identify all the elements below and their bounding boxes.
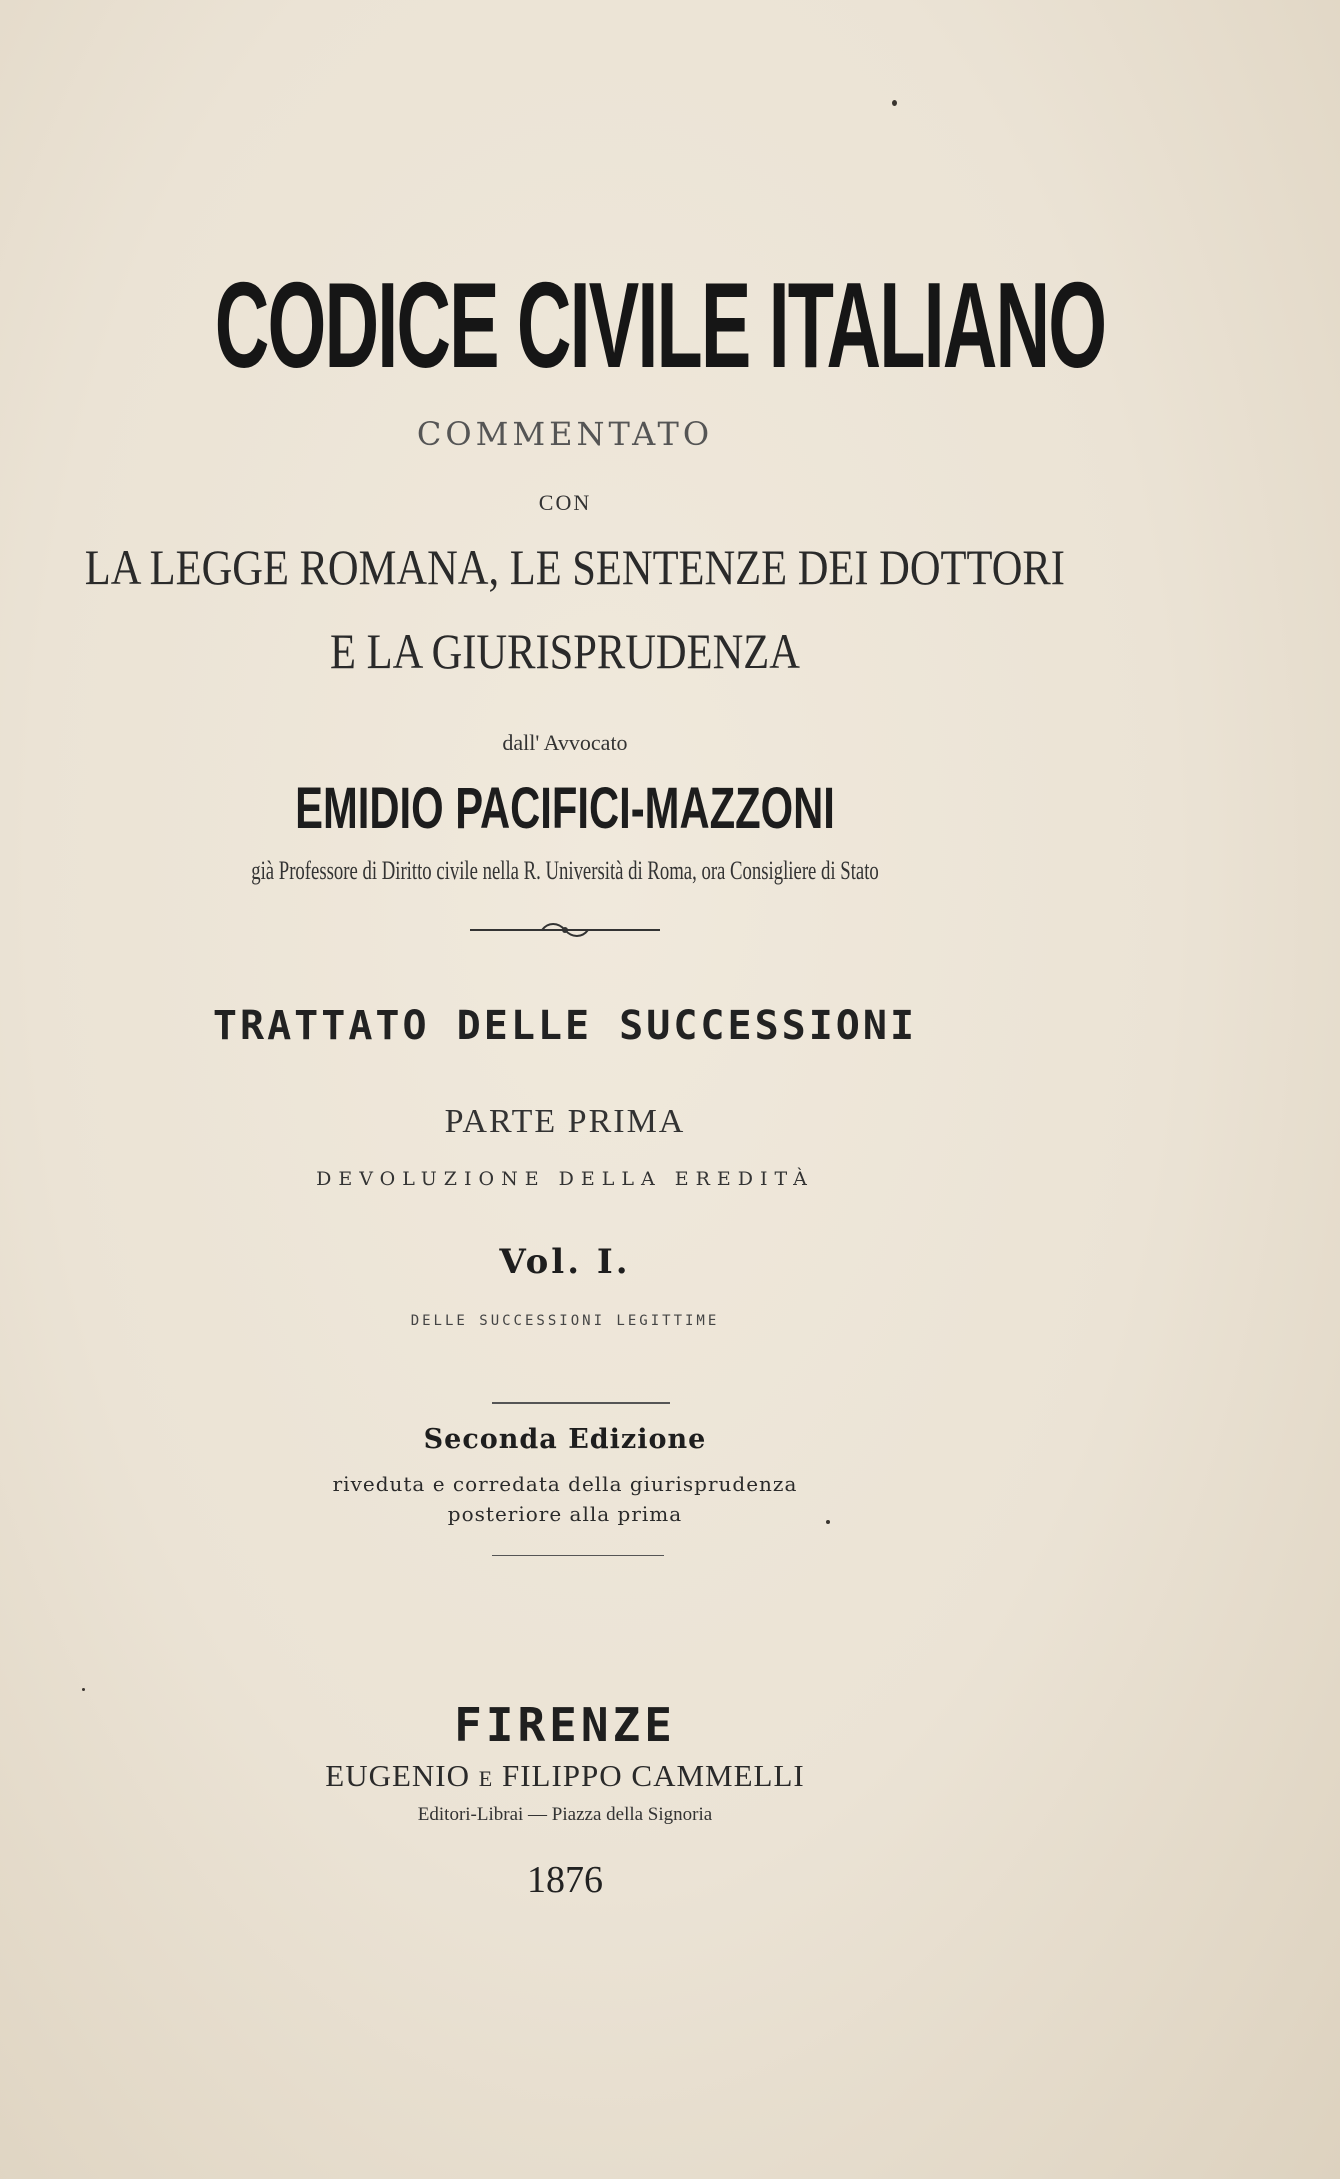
edition-note-line-1: riveduta e corredata della giurisprudenza xyxy=(332,1472,798,1496)
divider-rule-top xyxy=(492,1402,670,1404)
paper-speck xyxy=(82,1688,85,1691)
con-label: CON xyxy=(538,490,592,515)
publisher-conjunction: E xyxy=(478,1766,494,1791)
ornament-divider-icon xyxy=(470,918,660,942)
volume-label: Vol. I. xyxy=(499,1242,631,1282)
publisher xyxy=(0,1758,1130,1794)
commentato-label: COMMENTATO xyxy=(416,415,714,453)
publication-year: 1876 xyxy=(527,1859,603,1901)
part-title: PARTE PRIMA xyxy=(444,1103,686,1140)
city: FIRENZE xyxy=(454,1698,676,1752)
part-subtitle: DEVOLUZIONE DELLA EREDITÀ xyxy=(316,1168,814,1190)
author-name: EMIDIO PACIFICI-MAZZONI xyxy=(295,776,835,841)
edition-label: Seconda Edizione xyxy=(423,1424,707,1455)
paper-speck xyxy=(826,1520,830,1524)
subtitle-line-1: LA LEGGE ROMANA, LE SENTENZE DEI DOTTORI xyxy=(84,539,1065,595)
book-title: CODICE CIVILE ITALIANO xyxy=(214,257,1106,393)
publisher-details: Editori-Librai — Piazza della Signoria xyxy=(417,1804,713,1825)
edition-note-line-2: posteriore alla prima xyxy=(447,1502,683,1526)
author-prefix: dall' Avvocato xyxy=(502,730,628,755)
publisher-first-name: EUGENIO xyxy=(325,1758,471,1793)
divider-rule-bottom xyxy=(492,1555,664,1556)
author-credentials: già Professore di Diritto civile nella R. Università di Roma, ora Consigliere di Stato xyxy=(251,856,879,885)
volume-subtitle: DELLE SUCCESSIONI LEGITTIME xyxy=(410,1313,720,1329)
subtitle-line-2: E LA GIURISPRUDENZA xyxy=(330,623,800,679)
treatise-title: TRATTATO DELLE SUCCESSIONI xyxy=(212,1003,918,1049)
publisher-last-name: FILIPPO CAMMELLI xyxy=(501,1758,805,1793)
paper-speck xyxy=(892,100,897,106)
